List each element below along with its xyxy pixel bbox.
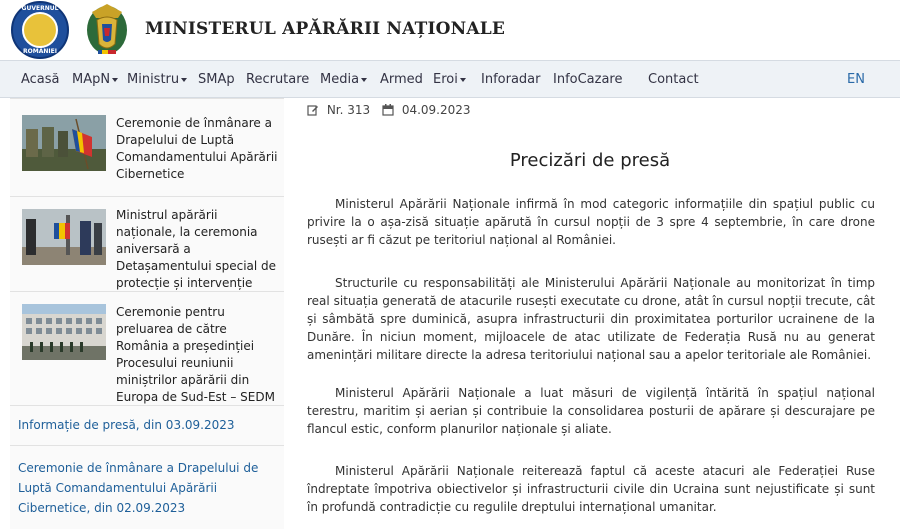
nav-label: Armed xyxy=(380,72,423,87)
sidebar-news-card[interactable] xyxy=(10,98,284,196)
coat-of-arms-icon xyxy=(22,12,58,48)
article-meta xyxy=(307,103,471,117)
nav-label: SMAp xyxy=(198,72,235,87)
calendar-icon xyxy=(382,104,394,116)
edit-icon xyxy=(307,104,319,116)
nav-item-acasa[interactable] xyxy=(21,72,60,87)
nav-item-eroi[interactable] xyxy=(433,72,466,87)
government-logo[interactable] xyxy=(11,1,69,59)
nav-item-inforadar[interactable] xyxy=(481,72,540,87)
nav-label: Media xyxy=(320,72,360,87)
gov-logo-top-text: GUVERNUL xyxy=(21,5,59,12)
nav-item-armed[interactable] xyxy=(380,72,423,87)
caret-down-icon xyxy=(112,78,118,82)
nav-item-media[interactable] xyxy=(320,72,367,87)
ministry-emblem-icon[interactable] xyxy=(84,0,130,58)
article-paragraph: Ministerul Apărării Naționale reiterează faptul că aceste atacuri ale Federației Ruse îndreptate împotriva obiectivelor și infrastructurii civile din Ucraina sunt nejustificate și sunt în profundă contradicție cu regulile dreptului internațional umanitar. xyxy=(307,464,875,514)
nav-item-infocazare[interactable] xyxy=(553,72,623,87)
nav-label: Acasă xyxy=(21,72,60,87)
site-title[interactable]: MINISTERUL APĂRĂRII NAȚIONALE xyxy=(145,19,506,39)
sidebar-link-item[interactable] xyxy=(10,405,284,445)
sidebar-news-card[interactable] xyxy=(10,196,284,291)
caret-down-icon xyxy=(181,78,187,82)
nav-label: Contact xyxy=(648,72,699,87)
caret-down-icon xyxy=(361,78,367,82)
caret-down-icon xyxy=(460,78,466,82)
language-switch-en[interactable]: EN xyxy=(847,72,865,87)
nav-item-smap[interactable] xyxy=(198,72,235,87)
sidebar-link-text[interactable]: Ceremonie de înmânare a Drapelului de Luptă Comandamentului Apărării Cibernetice, din 02.09.2023 xyxy=(18,461,259,515)
article-number: Nr. 313 xyxy=(326,103,371,117)
article-date: 04.09.2023 xyxy=(401,103,471,117)
article-paragraph: Structurile cu responsabilități ale Ministerului Apărării Naționale au monitorizat în timp real situația generată de atacurile rusești executate cu drone, atât în cursul nopții trecute, cât și sâmbătă spre duminică, asupra infrastructurii din proximitatea porturilor ucrainene de la Dunăre. În niciun moment, mijloacele de atac utilizate de Federația Rusă nu au generat amenințări militare directe la adresa teritoriului național sau a apelor teritoriale ale României. xyxy=(307,276,875,362)
nav-item-mapn[interactable] xyxy=(72,72,118,87)
sidebar-news-title[interactable]: Ceremonie de înmânare a Drapelului de Luptă Comandamentului Apărării Cibernetice xyxy=(116,116,278,181)
nav-label: Inforadar xyxy=(481,72,541,87)
page-title: Precizări de presă xyxy=(509,150,671,171)
article-paragraph: Ministerul Apărării Naționale a luat măsuri de vigilență întărită în spațiul național terestru, maritim și aerian și contribuie la consolidarea posturii de apărare și descurajare pe flancul estic, conform planurilor naționale și aliate. xyxy=(307,386,875,436)
nav-label: Recrutare xyxy=(246,72,310,87)
main-navbar xyxy=(0,60,900,98)
nav-label: MApN xyxy=(72,72,111,87)
nav-item-recrutare[interactable] xyxy=(246,72,309,87)
nav-item-ministru[interactable] xyxy=(127,72,187,87)
news-thumbnail[interactable] xyxy=(22,209,106,265)
news-thumbnail[interactable] xyxy=(22,115,106,171)
sidebar-news-title[interactable]: Ceremonie pentru preluarea de către România a președinției Procesului reuniunii miniștrilor apărării din Europa de Sud-Est – SEDM xyxy=(116,305,275,404)
nav-label: Ministru xyxy=(127,72,180,87)
news-thumbnail[interactable] xyxy=(22,304,106,360)
nav-label: InfoCazare xyxy=(553,72,623,87)
sidebar-link-item[interactable] xyxy=(10,445,284,529)
nav-label: Eroi xyxy=(433,72,458,87)
sidebar-link-text[interactable]: Informație de presă, din 03.09.2023 xyxy=(18,418,235,432)
site-header xyxy=(0,0,900,60)
sidebar-news xyxy=(10,98,284,529)
nav-item-contact[interactable] xyxy=(648,72,699,87)
sidebar-news-title[interactable]: Ministrul apărării naționale, la ceremonia aniversară a Detașamentului special de protecție și intervenție xyxy=(116,208,277,290)
gov-logo-bottom-text: ROMÂNIEI xyxy=(23,48,57,55)
article-paragraph: Ministerul Apărării Naționale infirmă în mod categoric informațiile din spațiul public cu privire la o așa-zisă situație apărută în cursul nopții de 3 spre 4 septembrie, în care drone rusești ar fi căzut pe teritoriul național al României. xyxy=(307,197,875,247)
sidebar-news-card[interactable] xyxy=(10,291,284,405)
